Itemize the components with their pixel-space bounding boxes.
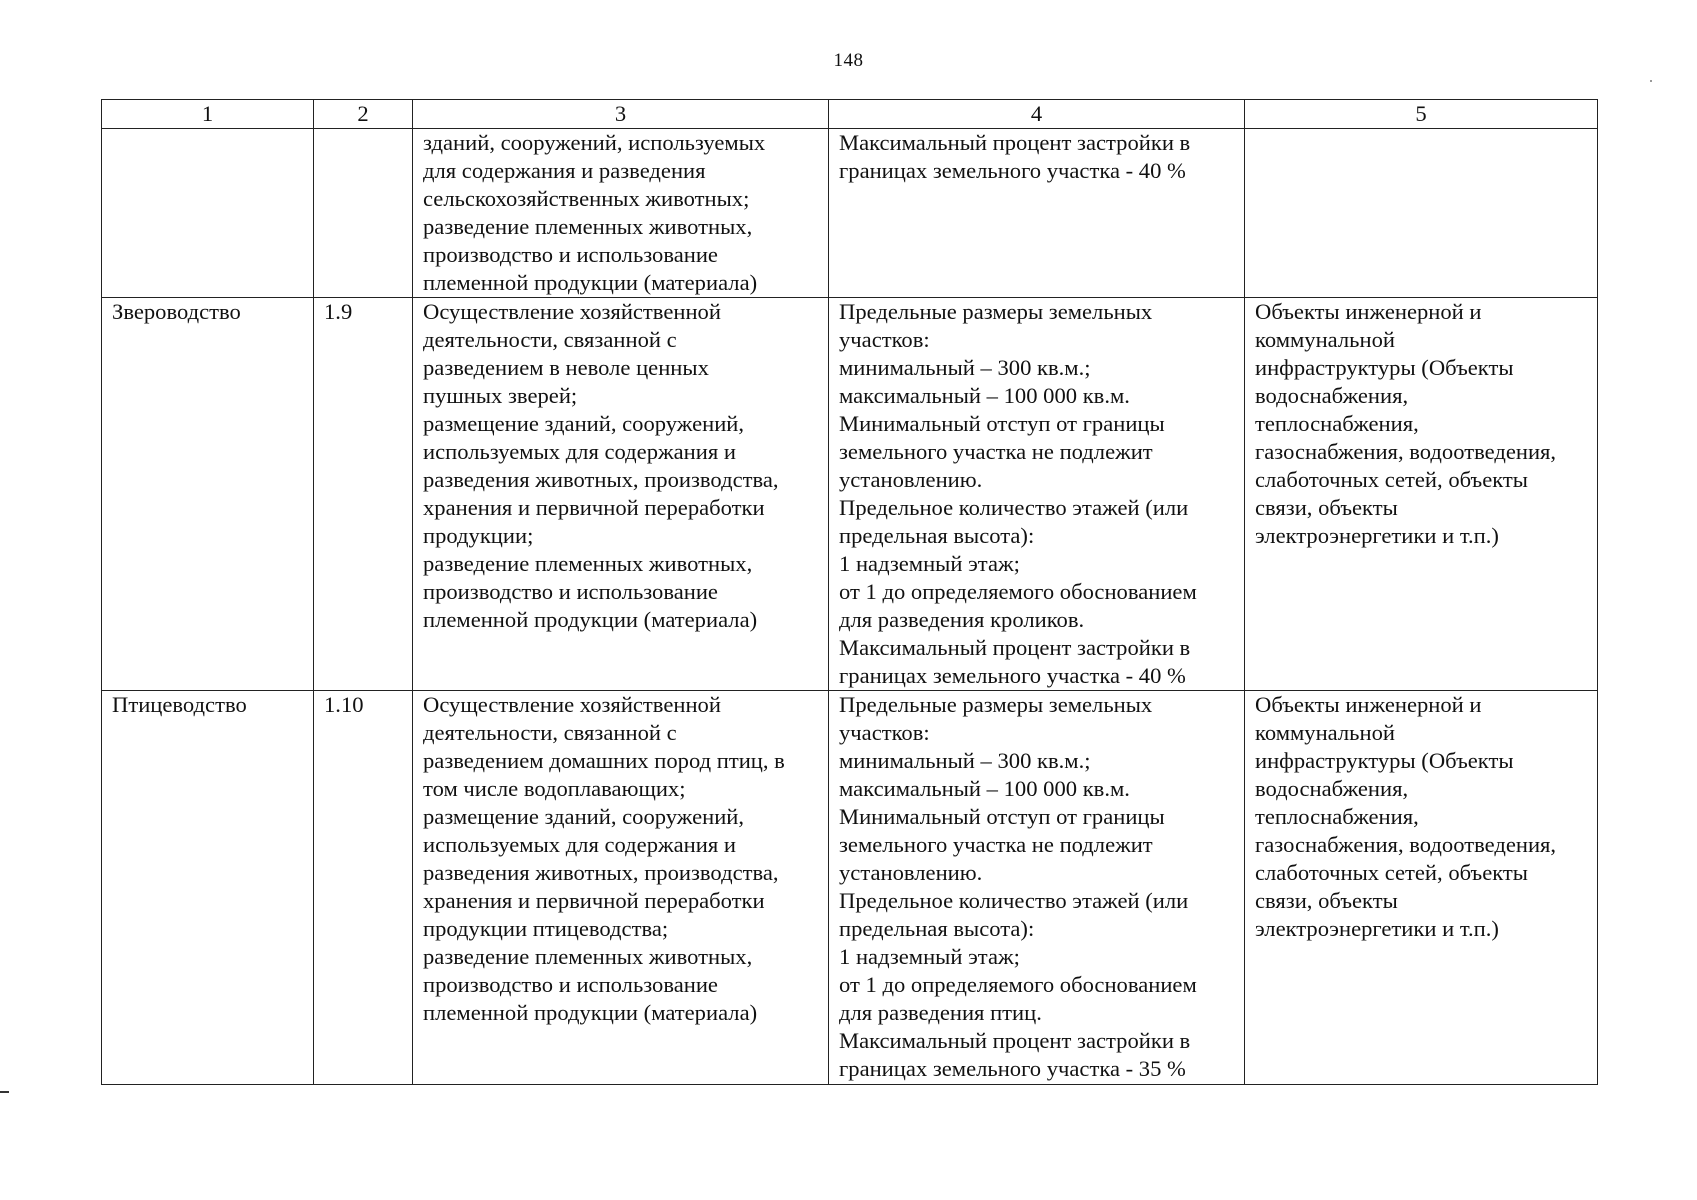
cell-auxiliary-uses xyxy=(1245,129,1598,298)
column-header-2: 2 xyxy=(314,100,413,129)
column-header-3: 3 xyxy=(413,100,829,129)
column-header-4: 4 xyxy=(829,100,1245,129)
scan-edge-mark xyxy=(0,1091,9,1093)
cell-use-name: Звероводство xyxy=(102,298,314,691)
cell-parameters: Предельные размеры земельных участков: минимальный – 300 кв.м.; максимальный – 100 000 кв.м. Минимальный отступ от границы земельного участка не подлежит установлению. Предельное количество этажей (или предельная высота): 1 надземный этаж; от 1 до определяемого обоснованием для разведения птиц. Максимальный процент застройки в границах земельного участка - 35 % xyxy=(829,691,1245,1085)
cell-use-description: зданий, сооружений, используемых для содержания и разведения сельскохозяйственных животных; разведение племенных животных, производство и использование племенной продукции (материала) xyxy=(413,129,829,298)
cell-use-code: 1.9 xyxy=(314,298,413,691)
cell-use-name: Птицеводство xyxy=(102,691,314,1085)
column-header-1: 1 xyxy=(102,100,314,129)
page-number: 148 xyxy=(833,50,864,71)
table-row-continuation xyxy=(102,129,1598,298)
cell-parameters: Предельные размеры земельных участков: минимальный – 300 кв.м.; максимальный – 100 000 кв.м. Минимальный отступ от границы земельного участка не подлежит установлению. Предельное количество этажей (или предельная высота): 1 надземный этаж; от 1 до определяемого обоснованием для разведения кроликов. Максимальный процент застройки в границах земельного участка - 40 % xyxy=(829,298,1245,691)
cell-use-name xyxy=(102,129,314,298)
cell-auxiliary-uses: Объекты инженерной и коммунальной инфраструктуры (Объекты водоснабжения, теплоснабжения, газоснабжения, водоотведения, слаботочных сетей, объекты связи, объекты электроэнергетики и т.п.) xyxy=(1245,298,1598,691)
table-header-row xyxy=(102,100,1598,129)
cell-use-description: Осуществление хозяйственной деятельности, связанной с разведением домашних пород птиц, в том числе водоплавающих; размещение зданий, сооружений, используемых для содержания и разведения животных, производства, хранения и первичной переработки продукции птицеводства; разведение племенных животных, производство и использование племенной продукции (материала) xyxy=(413,691,829,1085)
cell-parameters: Максимальный процент застройки в границах земельного участка - 40 % xyxy=(829,129,1245,298)
column-header-5: 5 xyxy=(1245,100,1598,129)
cell-auxiliary-uses: Объекты инженерной и коммунальной инфраструктуры (Объекты водоснабжения, теплоснабжения, газоснабжения, водоотведения, слаботочных сетей, объекты связи, объекты электроэнергетики и т.п.) xyxy=(1245,691,1598,1085)
scan-speck xyxy=(1650,80,1652,82)
table-row-fur-farming xyxy=(102,298,1598,691)
cell-use-code: 1.10 xyxy=(314,691,413,1085)
regulations-table xyxy=(101,99,1598,1085)
table-row-poultry-farming xyxy=(102,691,1598,1085)
cell-use-description: Осуществление хозяйственной деятельности, связанной с разведением в неволе ценных пушных зверей; размещение зданий, сооружений, используемых для содержания и разведения животных, производства, хранения и первичной переработки продукции; разведение племенных животных, производство и использование племенной продукции (материала) xyxy=(413,298,829,691)
cell-use-code xyxy=(314,129,413,298)
